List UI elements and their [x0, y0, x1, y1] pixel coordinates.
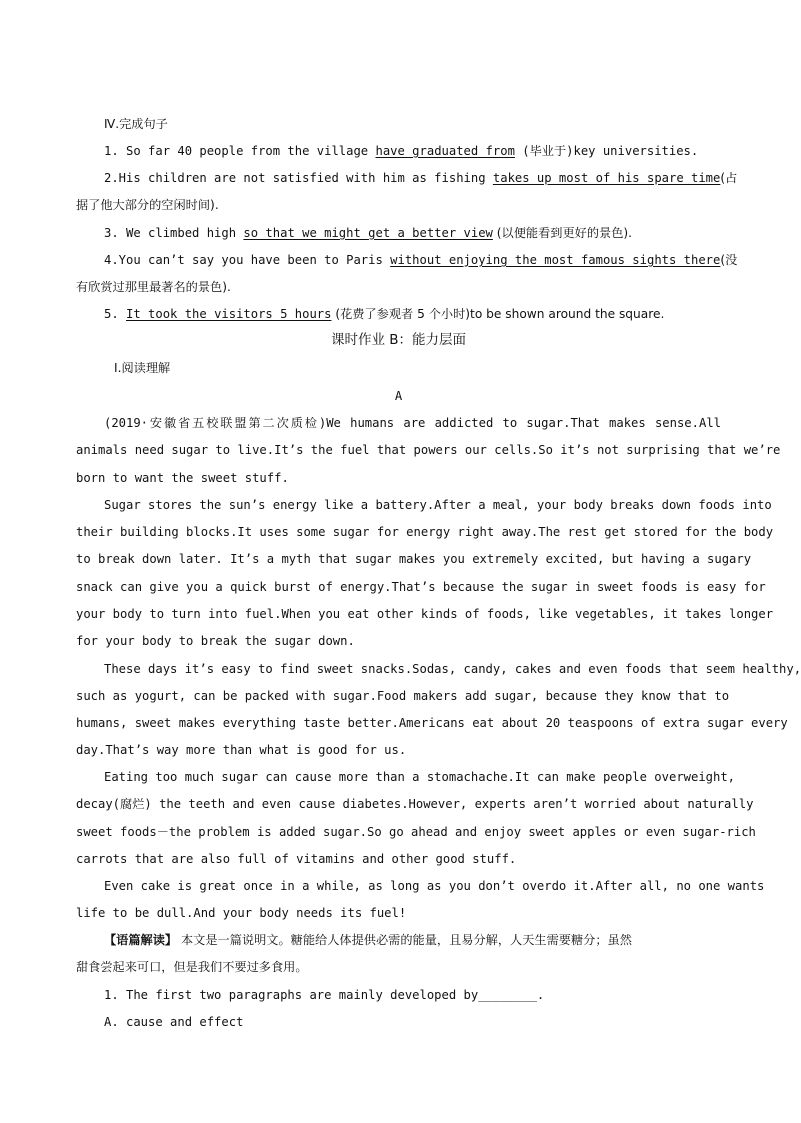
passage-line: (2019·安徽省五校联盟第二次质检)We humans are addicted to sugar.That makes sense.All [104, 416, 721, 430]
q3-text-end: (以便能看到更好的景色). [492, 226, 633, 240]
passage-line: such as yogurt, can be packed with sugar.Food makers add sugar, because they know that to [76, 689, 730, 703]
section1-heading: Ⅰ.阅读理解 [114, 361, 171, 375]
passage-line: day.That’s way more than what is good for us. [76, 743, 407, 757]
passage-line: life to be dull.And your body needs its fuel! [76, 906, 407, 920]
passage-line: These days it’s easy to find sweet snacks.Sodas, candy, cakes and even foods that seem healthy, [104, 662, 801, 676]
passage-line: born to want the sweet stuff. [76, 471, 289, 485]
q5-text-end: (花费了参观者 5 个小时)to be shown around the square. [331, 307, 665, 321]
passage-line: your body to turn into fuel.When you eat other kinds of foods, like vegetables, it takes longer [76, 607, 774, 621]
passage-line: humans, sweet makes everything taste better.Americans eat about 20 teaspoons of extra sugar every [76, 716, 788, 730]
q4-answer: without enjoying the most famous sights there [390, 253, 721, 267]
q1-text-end: (毕业于)key universities. [514, 144, 699, 158]
passage-label: A [394, 389, 403, 403]
q3-text: 3. We climbed high [104, 226, 244, 240]
q4-text: 4.You can’t say you have been to Paris [104, 253, 391, 267]
passage-line: animals need sugar to live.It’s the fuel that powers our cells.So it’s not surprising that we’re [76, 443, 781, 457]
passage-line: carrots that are also full of vitamins and other good stuff. [76, 852, 517, 866]
q5-answer: It took the visitors 5 hours [126, 307, 332, 321]
passage-line: snack can give you a quick burst of energy.That’s because the sugar in sweet foods is easy for [76, 580, 766, 594]
passage-line: for your body to break the sugar down. [76, 634, 355, 648]
q4-line-2: 有欣赏过那里最著名的景色). [76, 280, 231, 294]
q3-answer: so that we might get a better view [243, 226, 493, 240]
q4-line [104, 252, 738, 268]
passage-line: Sugar stores the sun’s energy like a battery.After a meal, your body breaks down foods into [104, 498, 772, 512]
q2-answer: takes up most of his spare time [492, 171, 721, 185]
q1-text: 1. So far 40 people from the village [104, 144, 376, 158]
homework-title: 课时作业 B：能力层面 [330, 332, 467, 348]
analysis-label: 【语篇解读】 [104, 933, 178, 947]
analysis-line [104, 932, 721, 948]
q5-text: 5. [104, 307, 127, 321]
q1-answer: have graduated from [375, 144, 515, 158]
q2-line [104, 170, 738, 186]
question-1: 1. The first two paragraphs are mainly developed by________. [104, 988, 545, 1002]
passage-line: Even cake is great once in a while, as long as you don’t overdo it.After all, no one wants [104, 879, 765, 893]
q2-text-end: (占 [720, 171, 738, 185]
section4-heading: Ⅳ.完成句子 [104, 117, 168, 131]
passage-line: their building blocks.It uses some sugar for energy right away.The rest get stored for the body [76, 525, 774, 539]
q3-line [104, 225, 721, 241]
q2-line-2: 据了他大部分的空闲时间). [76, 198, 219, 212]
option-a[interactable]: A. cause and effect [104, 1015, 244, 1029]
passage-line: Eating too much sugar can cause more than a stomachache.It can make people overweight, [104, 770, 736, 784]
analysis-text: 本文是一篇说明文。糖能给人体提供必需的能量，且易分解，人天生需要糖分；虽然 [177, 933, 632, 947]
passage-line: decay(腐烂) the teeth and even cause diabetes.However, experts aren’t worried about naturally [76, 797, 754, 811]
q1-line [104, 143, 721, 159]
passage-line: to break down later. It’s a myth that sugar makes you extremely excited, but having a sugary [76, 552, 752, 566]
q5-line [104, 306, 721, 322]
analysis-line-2: 甜食尝起来可口，但是我们不要过多食用。 [76, 960, 308, 974]
q4-text-end: (没 [720, 253, 738, 267]
q2-text: 2.His children are not satisfied with him as fishing [104, 171, 493, 185]
passage-line: sweet foods－the problem is added sugar.So go ahead and enjoy sweet apples or even sugar-rich [76, 825, 756, 839]
